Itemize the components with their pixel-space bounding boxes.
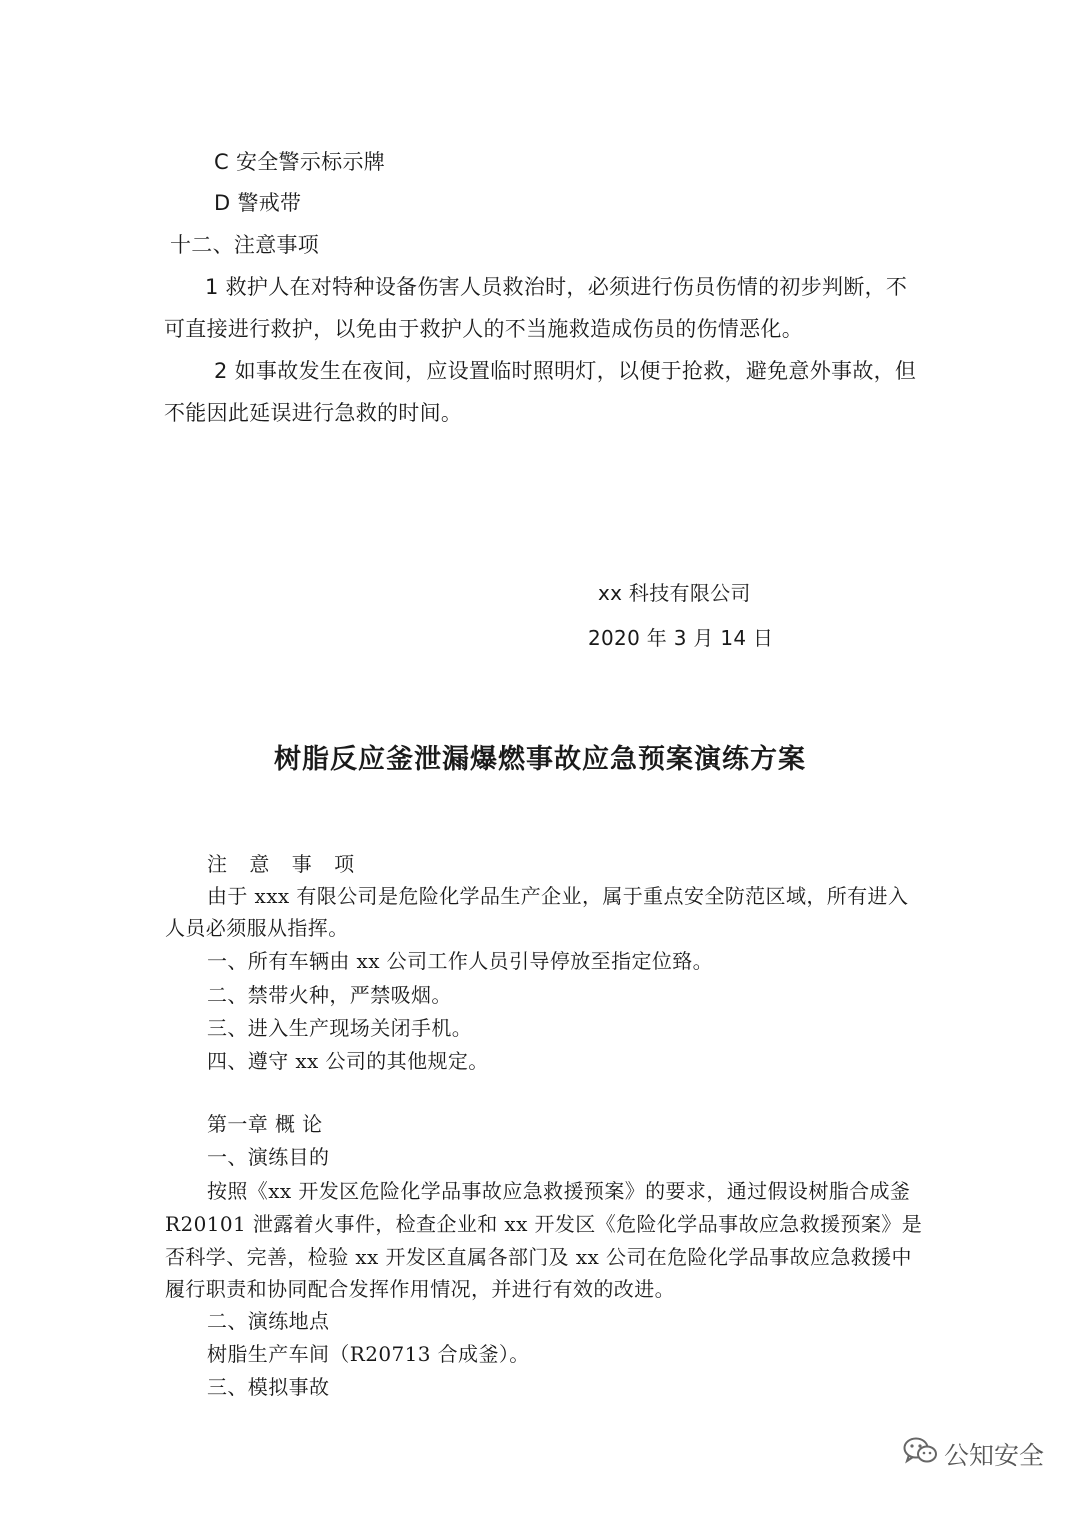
paragraph-1-line-1: 1 救护人在对特种设备伤害人员救治时，必须进行伤员伤情的初步判断，不 xyxy=(205,275,908,299)
wechat-icon xyxy=(902,1436,938,1472)
section-heading-notes: 十二、注意事项 xyxy=(170,233,320,257)
list-item-c: C 安全警示标示牌 xyxy=(214,150,386,174)
purpose-line: 否科学、完善，检验 xx 开发区直属各部门及 xx 公司在危险化学品事故应急救援中 xyxy=(165,1245,912,1269)
paragraph-2-line-2: 不能因此延误进行急救的时间。 xyxy=(164,401,463,425)
rule-item: 四、遵守 xx 公司的其他规定。 xyxy=(207,1049,489,1073)
notice-line-1: 由于 xxx 有限公司是危险化学品生产企业，属于重点安全防范区域，所有进入 xyxy=(207,884,909,908)
paragraph-2-line-1: 2 如事故发生在夜间，应设置临时照明灯，以便于抢救，避免意外事故，但 xyxy=(214,359,917,383)
rule-item: 二、禁带火种，严禁吸烟。 xyxy=(207,983,452,1007)
notice-line-2: 人员必须服从指挥。 xyxy=(165,916,349,940)
list-item-d: D 警戒带 xyxy=(214,191,302,215)
accident-heading: 三、模拟事故 xyxy=(207,1375,330,1399)
purpose-heading: 一、演练目的 xyxy=(207,1145,330,1169)
purpose-line: 按照《xx 开发区危险化学品事故应急救援预案》的要求，通过假设树脂合成釜 xyxy=(207,1179,911,1203)
purpose-line: 履行职责和协同配合发挥作用情况，并进行有效的改进。 xyxy=(165,1277,675,1301)
watermark-text: 公知安全 xyxy=(943,1441,1044,1470)
document-title: 树脂反应釜泄漏爆燃事故应急预案演练方案 xyxy=(274,744,806,775)
rule-item: 一、所有车辆由 xx 公司工作人员引导停放至指定位臵。 xyxy=(207,949,714,973)
signature-date: 2020 年 3 月 14 日 xyxy=(588,626,774,650)
source-watermark xyxy=(902,1436,1044,1472)
chapter-heading: 第一章 概 论 xyxy=(207,1112,323,1136)
rule-item: 三、进入生产现场关闭手机。 xyxy=(207,1016,473,1040)
purpose-line: R20101 泄露着火事件，检查企业和 xx 开发区《危险化学品事故应急救援预案》是 xyxy=(165,1212,923,1236)
location-text: 树脂生产车间（R20713 合成釜）。 xyxy=(207,1342,530,1366)
paragraph-1-line-2: 可直接进行救护，以免由于救护人的不当施救造成伤员的伤情恶化。 xyxy=(164,317,803,341)
location-heading: 二、演练地点 xyxy=(207,1309,330,1333)
notice-heading: 注 意 事 项 xyxy=(207,852,363,876)
company-signature: xx 科技有限公司 xyxy=(598,581,751,605)
